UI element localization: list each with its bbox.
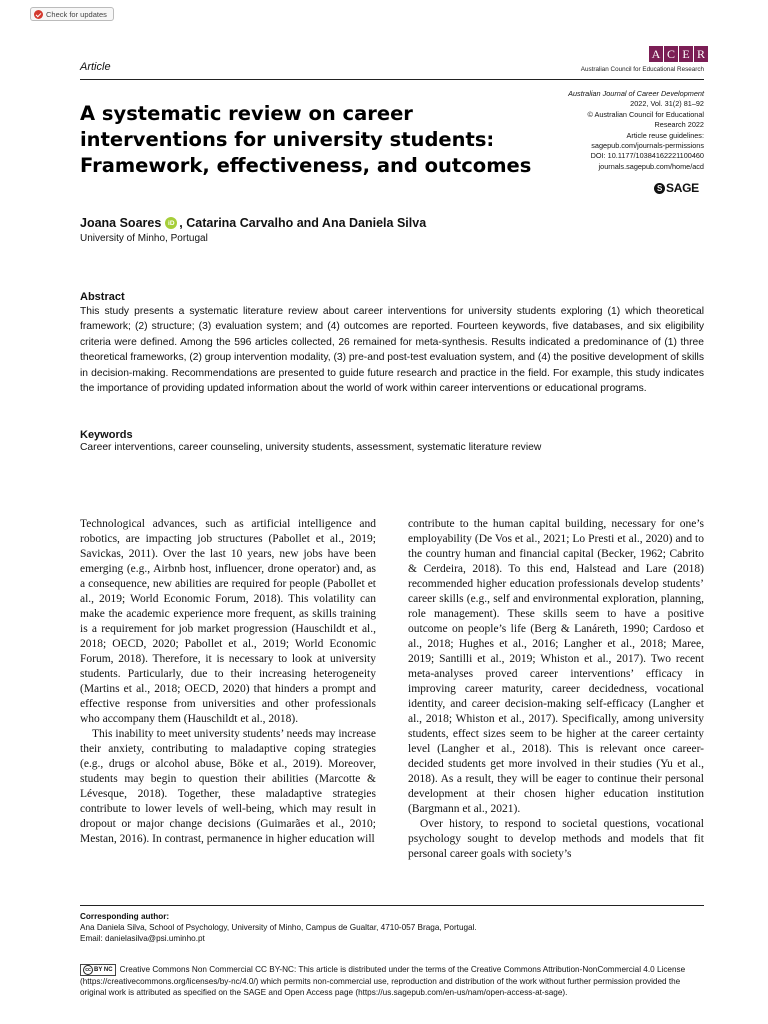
author-affiliation: University of Minho, Portugal xyxy=(80,233,208,244)
journal-home-link[interactable]: journals.sagepub.com/home/acd xyxy=(598,161,704,171)
sage-logo xyxy=(654,181,699,195)
acer-letter: E xyxy=(679,46,693,62)
author-first: Joana Soares xyxy=(80,216,162,230)
journal-copyright-year: Research 2022 xyxy=(654,120,704,130)
body-paragraph: contribute to the human capital building, necessary for one’s employability (De Vos et al., 2021; Lo Presti et al., 2020) and to the country human and financial capital (Becker, 1962; Cabrito & Cerdeira, 2018). To this end, Halstead and Lare (2018) recommended higher education professionals develop students’ career skills (e.g., self and environmental exploration, planning, role management). These skills seem to have a positive outcome on people’s life (Berg & Lanáreth, 1990; Cardoso et al., 2018; Hughes et al., 2016; Langher et al., 2018; Maree, 2019; Santilli et al., 2019; Whiston et al., 2017). Two recent meta-analyses proved career interventions’ efficacy in improving career maturity, career decidedness, vocational identity, and career decision-making self-efficacy (Langher et al., 2018; Whiston et al., 2017). Specifically, among university students, effect sizes seem to be higher at the career certainty level (Langher et al., 2018). This is relevant once career-decided students get more involved in their studies (Yu et al., 2018). As a result, they will be eager to continue their personal development at their chosen higher education institution (Bargmann et al., 2021). xyxy=(408,518,704,815)
acer-publisher-name: Australian Council for Educational Research xyxy=(580,66,704,73)
author-rest: , Catarina Carvalho and Ana Daniela Silva xyxy=(179,216,427,230)
abstract-heading: Abstract xyxy=(80,291,125,303)
sage-wordmark: SAGE xyxy=(666,181,699,195)
acer-letter: C xyxy=(664,46,678,62)
abstract-body: This study presents a systematic literature review about career interventions for university students exploring (1) which theoretical framework; (2) structure; (3) evaluation system; and (4) outcomes are reported. Fourteen keywords, five databases, and six eligibility criteria were defined. Among the 596 articles collected, 26 remained for meta-synthesis. Results indicated a predominance of (1) three theoretical frameworks, (2) group intervention modality, (3) pre-and post-test evaluation system, and (4) the positive development of skills in decision-making. Recommendations are presented to guide future research and practice in the field. For example, this study indicates the importance of providing updated information about the world of work within career interventions or educational programs. xyxy=(80,306,704,395)
body-column-left xyxy=(80,517,376,847)
body-paragraph: Technological advances, such as artificial intelligence and robotics, are impacting job structures (Pabollet et al., 2019; Savickas, 2011). Over the last 10 years, new jobs have been emerging (e.g., Airbnb host, influencer, drone operator) and, as a consequence, new abilities are required for people (Pabollet et al., 2019; World Economic Forum, 2018). This volatility can make the academic experience more frequent, as skills training is a requirement for job market progression (Hauschildt et al., 2018; OECD, 2020; Pabollet et al., 2019; World Economic Forum, 2018). Therefore, it is necessary to look at university students. Particularly, due to their increasing heterogeneity (Martins et al., 2018; OECD, 2020) that hinders a prompt and effective response from universities and other professionals who accompany them (Hauschildt et al., 2018). xyxy=(80,518,376,725)
cc-badge-label: BY NC xyxy=(94,966,113,973)
body-paragraph: Over history, to respond to societal questions, vocational psychology sought to develop methods and models that fit personal career goals with society’s xyxy=(408,818,704,860)
license-notice xyxy=(80,964,704,998)
journal-name: Australian Journal of Career Development xyxy=(568,89,704,98)
cc-license-badge[interactable] xyxy=(80,964,116,976)
journal-volume: 2022, Vol. 31(2) 81–92 xyxy=(630,99,704,109)
permissions-link[interactable]: sagepub.com/journals-permissions xyxy=(591,141,704,151)
corresponding-author-address: Ana Daniela Silva, School of Psychology, University of Minho, Campus de Gualtar, 4710-057 Braga, Portugal. xyxy=(80,923,477,932)
keywords-body: Career interventions, career counseling, university students, assessment, systematic literature review xyxy=(80,442,542,453)
check-icon xyxy=(34,10,43,19)
corresponding-author xyxy=(80,911,704,944)
acer-letter: R xyxy=(694,46,708,62)
license-text: Creative Commons Non Commercial CC BY-NC: This article is distributed under the terms of the Creative Commons Attribution-NonCommercial 4.0 License (https://creativecommons.org/licenses/by-nc/4.0/) which permits non-commercial use, reproduction and distribution of the work without further permission provided the original work is attributed as specified on the SAGE and Open Access page (https://us.sagepub.com/en-us/nam/open-access-at-sage). xyxy=(80,965,686,997)
doi[interactable]: DOI: 10.1177/10384162221100460 xyxy=(590,151,704,161)
author-list xyxy=(80,216,426,230)
acer-logo xyxy=(648,46,708,62)
orcid-icon[interactable]: iD xyxy=(165,217,177,229)
cc-icon: cc xyxy=(83,965,93,975)
acer-letter: A xyxy=(649,46,663,62)
check-for-updates-badge[interactable] xyxy=(30,7,114,21)
article-type-label: Article xyxy=(80,61,111,73)
corresponding-author-heading: Corresponding author: xyxy=(80,912,170,921)
body-column-right xyxy=(408,517,704,862)
journal-info xyxy=(540,89,704,172)
keywords-heading: Keywords xyxy=(80,429,133,441)
journal-copyright: © Australian Council for Educational xyxy=(587,109,704,119)
footnote-divider xyxy=(80,905,704,906)
sage-s-icon: S xyxy=(654,183,665,194)
reuse-guidelines: Article reuse guidelines: xyxy=(626,130,704,140)
header-divider xyxy=(80,79,704,80)
article-title: A systematic review on career interventions for university students: Framework, effectiveness, and outcomes xyxy=(80,102,532,177)
check-for-updates-label: Check for updates xyxy=(46,9,107,19)
body-paragraph: This inability to meet university students’ needs may increase their anxiety, contributing to maladaptive coping strategies (e.g., drugs or alcohol abuse, Böke et al., 2019). Moreover, students may begin to question their abilities (Marcotte & Lévesque, 2018). Together, these maladaptive strategies contribute to lower levels of well-being, which may result in dropout or major change decisions (Guimarães et al., 2010; Mestan, 2016). In contrast, permanence in higher education will xyxy=(80,728,376,845)
corresponding-author-email[interactable]: Email: danielasilva@psi.uminho.pt xyxy=(80,934,205,943)
